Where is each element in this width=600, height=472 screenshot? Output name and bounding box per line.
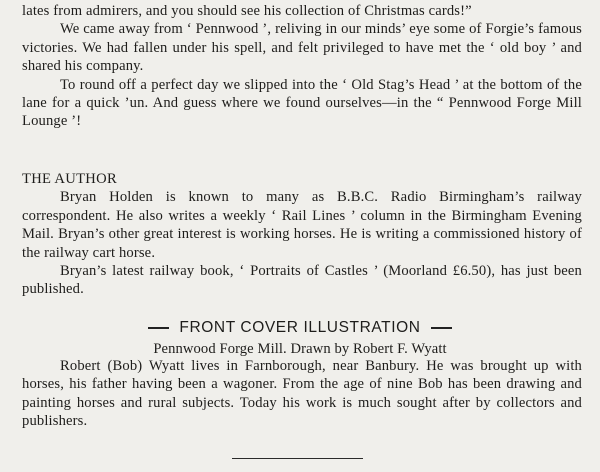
heading-dash-left: [148, 327, 169, 329]
cover-heading: [0, 319, 600, 337]
cover-caption: Pennwood Forge Mill. Drawn by Robert F. Wyatt: [153, 341, 447, 357]
author-section: [22, 170, 582, 299]
author-heading: THE AUTHOR: [22, 171, 118, 187]
author-paragraph: Bryan Holden is known to many as B.B.C. Radio Birmingham’s railway correspondent. He also writes a weekly ‘ Rail Lines ’ column in the Birmingham Evening Mail. Bryan’s other great interest is working horses. He is writing a commissioned history of the railway cart horse.: [22, 189, 582, 261]
article-paragraph: lates from admirers, and you should see his collection of Christmas cards!”: [22, 3, 472, 19]
cover-heading-text: FRONT COVER ILLUSTRATION: [179, 319, 421, 336]
cover-section: [22, 357, 582, 431]
article-continuation: [22, 2, 582, 131]
end-rule: [232, 458, 363, 459]
author-paragraph: Bryan’s latest railway book, ‘ Portraits of Castles ’ (Moorland £6.50), has just been published.: [22, 263, 582, 298]
article-paragraph: To round off a perfect day we slipped into the ‘ Old Stag’s Head ’ at the bottom of the lane for a quick ’un. And guess where we found ourselves—in the “ Pennwood Forge Mill Lounge ’!: [22, 76, 582, 130]
heading-dash-right: [431, 327, 452, 329]
cover-paragraph: Robert (Bob) Wyatt lives in Farnborough, near Banbury. He was brought up with horses, his father having been a wagoner. From the age of nine Bob has been drawing and painting horses and rural subjects. Today his work is much sought after by collectors and publishers.: [22, 358, 582, 430]
article-paragraph: We came away from ‘ Pennwood ’, reliving in our minds’ eye some of Forgie’s famous victories. We had fallen under his spell, and felt privileged to have met the ‘ old boy ’ and shared his company.: [22, 21, 582, 75]
